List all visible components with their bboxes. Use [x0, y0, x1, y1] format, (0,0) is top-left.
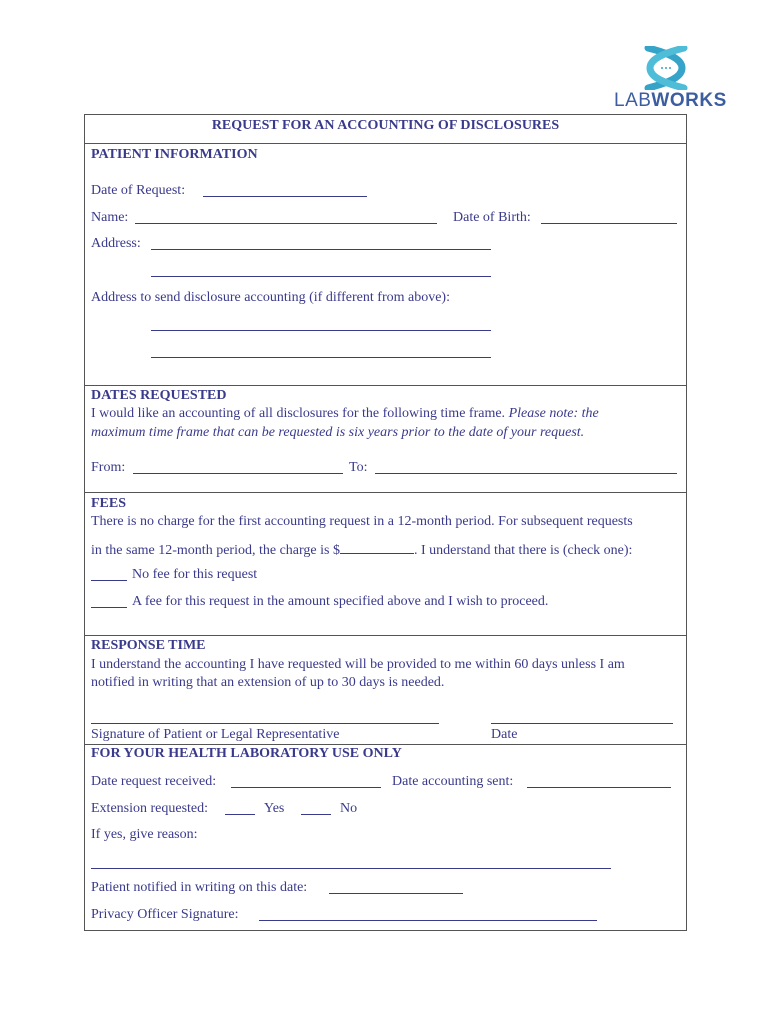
disclosure-request-form: [84, 114, 687, 931]
dates-line-1: I would like an accounting of all disclosures for the following time frame. Please note: the: [91, 406, 599, 421]
alt-address-label: Address to send disclosure accounting (if different from above):: [91, 290, 450, 305]
from-label: From:: [91, 460, 126, 475]
fees-heading: FEES: [91, 496, 127, 511]
divider: [85, 492, 686, 493]
reason-field[interactable]: [91, 868, 611, 869]
form-title: REQUEST FOR AN ACCOUNTING OF DISCLOSURES: [211, 118, 560, 133]
extension-yes-label: Yes: [264, 801, 285, 816]
lab-use-heading: FOR YOUR HEALTH LABORATORY USE ONLY: [91, 746, 402, 761]
signature-date-field[interactable]: [491, 723, 673, 724]
to-label: To:: [349, 460, 368, 475]
response-heading: RESPONSE TIME: [91, 638, 206, 653]
notified-date-field[interactable]: [329, 893, 463, 894]
dob-label: Date of Birth:: [453, 210, 531, 225]
extension-no-line[interactable]: [301, 814, 331, 815]
response-line-2: notified in writing that an extension of up to 30 days is needed.: [91, 675, 445, 690]
response-line-1: I understand the accounting I have requested will be provided to me within 60 days unless I am: [91, 657, 625, 672]
alt-address-field-2[interactable]: [151, 357, 491, 358]
from-date-field[interactable]: [133, 473, 343, 474]
dates-note: maximum time frame that can be requested is six years prior to the date of your request.: [91, 425, 585, 440]
date-received-label: Date request received:: [91, 774, 217, 789]
date-received-field[interactable]: [231, 787, 381, 788]
fees-line-2: in the same 12-month period, the charge is $ . I understand that there is (check one):: [91, 543, 633, 558]
signature-label: Signature of Patient or Legal Representative: [91, 727, 340, 742]
fee-checkbox-line[interactable]: [91, 607, 127, 608]
signature-date-label: Date: [491, 727, 518, 742]
divider: [85, 635, 686, 636]
signature-field[interactable]: [91, 723, 439, 724]
fee-amount-field[interactable]: [340, 541, 414, 554]
dob-field[interactable]: [541, 223, 677, 224]
privacy-signature-label: Privacy Officer Signature:: [91, 907, 239, 922]
name-label: Name:: [91, 210, 129, 225]
patient-info-heading: PATIENT INFORMATION: [91, 147, 258, 162]
date-of-request-field[interactable]: [203, 196, 367, 197]
divider: [85, 385, 686, 386]
fee-option: A fee for this request in the amount specified above and I wish to proceed.: [132, 594, 549, 609]
date-of-request-label: Date of Request:: [91, 183, 186, 198]
address-field-1[interactable]: [151, 249, 491, 250]
fees-line-1: There is no charge for the first accounting request in a 12-month period. For subsequent requests: [91, 514, 633, 529]
no-fee-checkbox-line[interactable]: [91, 580, 127, 581]
address-field-2[interactable]: [151, 276, 491, 277]
extension-no-label: No: [340, 801, 358, 816]
date-sent-label: Date accounting sent:: [392, 774, 514, 789]
extension-yes-line[interactable]: [225, 814, 255, 815]
privacy-signature-field[interactable]: [259, 920, 597, 921]
name-field[interactable]: [135, 223, 437, 224]
alt-address-field-1[interactable]: [151, 330, 491, 331]
labworks-logo: [612, 46, 727, 114]
date-sent-field[interactable]: [527, 787, 671, 788]
dates-heading: DATES REQUESTED: [91, 388, 227, 403]
address-label: Address:: [91, 236, 141, 251]
to-date-field[interactable]: [375, 473, 677, 474]
extension-label: Extension requested:: [91, 801, 209, 816]
no-fee-option: No fee for this request: [132, 567, 258, 582]
reason-label: If yes, give reason:: [91, 827, 198, 842]
divider: [85, 143, 686, 144]
notified-date-label: Patient notified in writing on this date:: [91, 880, 308, 895]
dna-helix-icon: [642, 46, 690, 90]
logo-wordmark: LABWORKS: [614, 90, 727, 111]
divider: [85, 744, 686, 745]
